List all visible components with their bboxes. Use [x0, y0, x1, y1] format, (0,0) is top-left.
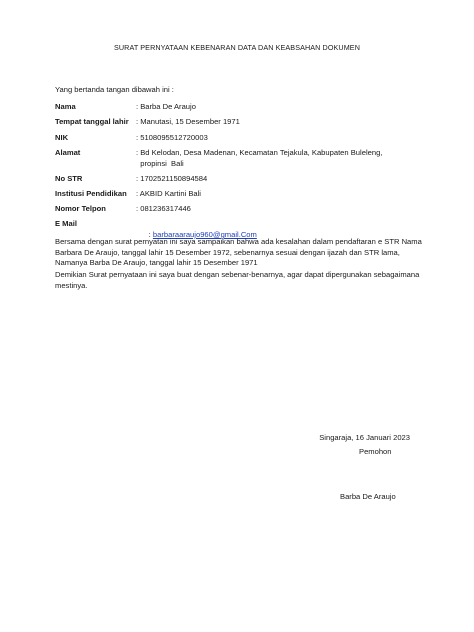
field-value-prefix: :	[148, 230, 153, 239]
field-value: : 081236317446	[136, 204, 191, 213]
field-value: : Bd Kelodan, Desa Madenan, Kecamatan Tejakula, Kabupaten Buleleng, propinsi Bali	[136, 148, 383, 168]
field-label: NIK	[55, 133, 69, 142]
applicant-role: Pemohon	[359, 447, 392, 456]
statement-paragraph: Bersama dengan surat pernyatan ini saya sampaikan bahwa ada kesalahan dalam pendaftaran e STR Nama Barbara De Araujo, tanggal lahir 15 Desember 1972, sebenarnya sesuai dengan ijazah dan STR lama, Namanya Barba De Araujo, tanggal lahir 15 Desember 1971	[55, 237, 422, 268]
field-label: Tempat tanggal lahir	[55, 117, 129, 126]
field-value: : 5108095512720003	[136, 133, 208, 142]
closing-paragraph: Demikian Surat pernyataan ini saya buat dengan sebenar-benarnya, agar dapat dipergunakan sebagaimana mestinya.	[55, 270, 420, 290]
field-label: No STR	[55, 174, 83, 183]
intro-text: Yang bertanda tangan dibawah ini :	[55, 85, 174, 94]
field-label: Alamat	[55, 148, 81, 157]
field-row-name	[55, 101, 395, 112]
field-value: : 1702521150894584	[136, 174, 208, 183]
field-label: Institusi Pendidikan	[55, 189, 127, 198]
field-value: : AKBID Kartini Bali	[136, 189, 201, 198]
field-row-birth	[55, 116, 395, 127]
email-link[interactable]: barbaraaraujo960@gmail.Com	[152, 230, 257, 239]
field-label: E Mail	[55, 219, 77, 228]
field-row-phone	[55, 203, 395, 214]
field-row-address	[55, 147, 395, 169]
signer-name: Barba De Araujo	[340, 492, 396, 501]
place-date: Singaraja, 16 Januari 2023	[319, 433, 410, 442]
field-row-str	[55, 173, 395, 184]
field-row-institution	[55, 188, 395, 199]
field-row-nik	[55, 132, 395, 143]
field-label: Nama	[55, 102, 76, 111]
document-title: SURAT PERNYATAAN KEBENARAN DATA DAN KEABSAHAN DOKUMEN	[114, 43, 360, 52]
identity-fields	[55, 101, 395, 251]
field-value: : Manutasi, 15 Desember 1971	[136, 117, 240, 126]
field-value: : Barba De Araujo	[136, 102, 196, 111]
field-label: Nomor Telpon	[55, 204, 106, 213]
